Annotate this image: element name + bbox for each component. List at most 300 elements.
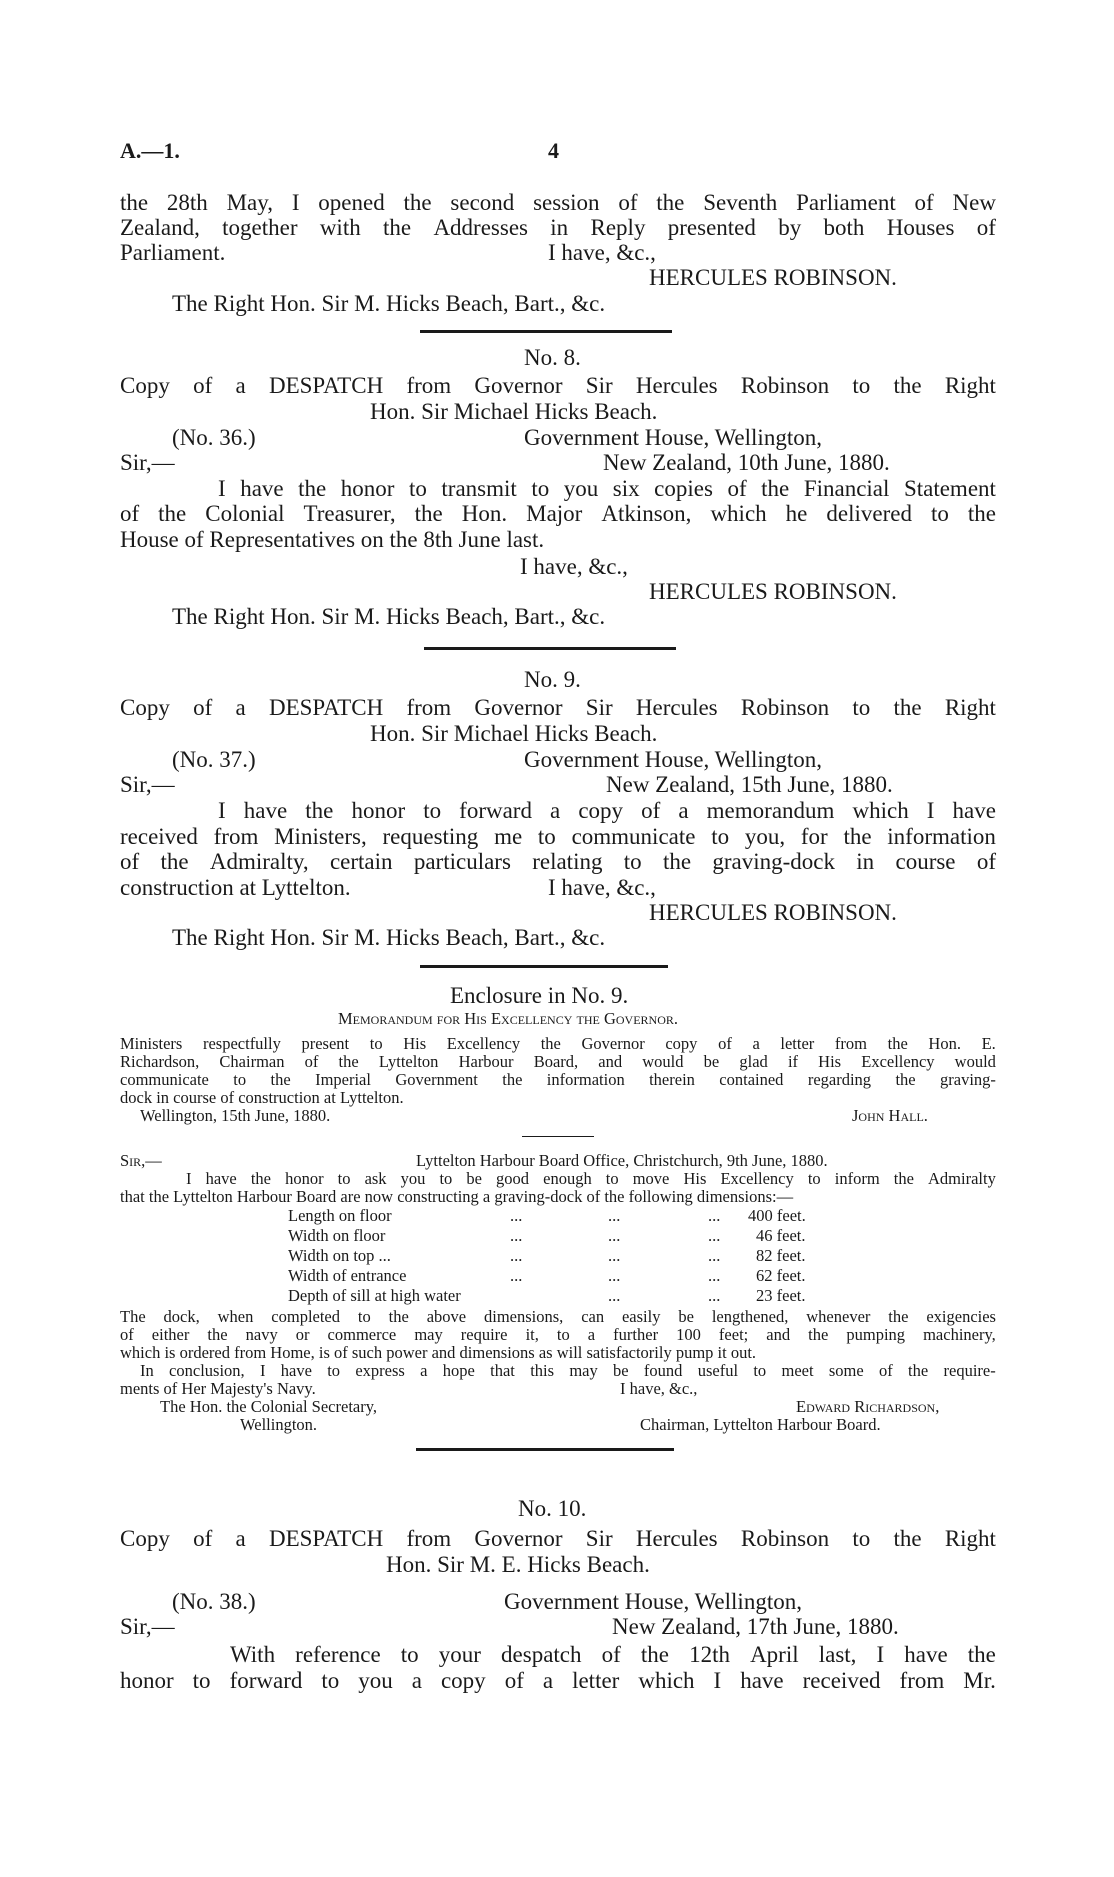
letter-signature: Edward Richardson, xyxy=(796,1397,940,1416)
despatch10-body-2 xyxy=(120,1669,996,1692)
word: the xyxy=(887,1034,908,1053)
word: to xyxy=(409,476,427,501)
despatch8-title-1 xyxy=(120,374,996,397)
despatch9-body-2 xyxy=(120,825,996,848)
word: machinery, xyxy=(923,1325,996,1344)
word: despatch xyxy=(501,1642,582,1667)
word: dock, xyxy=(163,1307,200,1326)
letter-intro-1 xyxy=(186,1171,996,1188)
word: delivered xyxy=(826,501,912,526)
word: received xyxy=(802,1668,881,1693)
dimension-dots: ... xyxy=(510,1206,523,1225)
word: communicate xyxy=(571,824,696,849)
word: be xyxy=(466,1169,482,1188)
word: Hercules xyxy=(635,373,718,398)
word: with xyxy=(319,215,361,240)
word: the xyxy=(662,849,692,874)
word: both xyxy=(823,215,865,240)
dimension-dots: ... xyxy=(708,1266,721,1285)
word: of xyxy=(914,190,934,215)
word: session xyxy=(533,190,600,215)
word: to xyxy=(369,1034,383,1053)
intro-line-2 xyxy=(120,216,996,239)
word: you, xyxy=(744,824,786,849)
word: the xyxy=(160,849,189,874)
word: I xyxy=(218,798,226,823)
word: this xyxy=(530,1361,555,1380)
word: from xyxy=(406,373,452,398)
word: honor xyxy=(340,476,395,501)
memo-body-3 xyxy=(120,1072,996,1089)
word: Admiralty, xyxy=(209,849,309,874)
word: the xyxy=(640,1642,669,1667)
word: to xyxy=(337,1169,351,1188)
word: I xyxy=(926,798,935,823)
word: and xyxy=(598,1052,623,1071)
word: Right xyxy=(944,695,996,720)
word: have xyxy=(243,798,288,823)
word: Treasurer, xyxy=(303,501,396,526)
dimension-dots: ... xyxy=(708,1246,721,1265)
word: forward xyxy=(229,1668,303,1693)
word: opened xyxy=(318,190,385,215)
section-divider xyxy=(416,1448,674,1451)
letter-addressee-2: Wellington. xyxy=(240,1415,318,1434)
word: which xyxy=(852,798,909,823)
despatch10-ref: (No. 38.) xyxy=(172,1589,256,1614)
word: a xyxy=(550,798,561,823)
word: have xyxy=(280,1361,312,1380)
word: the xyxy=(843,824,872,849)
word: the xyxy=(761,476,790,501)
dimension-value: 82 feet. xyxy=(756,1246,806,1265)
word: of xyxy=(504,1668,524,1693)
word: feet; xyxy=(718,1325,749,1344)
word: Governor xyxy=(474,373,563,398)
word: relating xyxy=(532,849,603,874)
word: Excellency xyxy=(861,1052,935,1071)
despatch8-salutation: Sir,— xyxy=(120,450,175,475)
word: Government xyxy=(395,1070,478,1089)
word: May, xyxy=(226,190,274,215)
word: I xyxy=(876,1642,885,1667)
word: With xyxy=(230,1642,276,1667)
word: can xyxy=(581,1307,605,1326)
word: to xyxy=(711,824,730,849)
word: commerce xyxy=(327,1325,397,1344)
word: a xyxy=(678,798,689,823)
word: to xyxy=(357,1307,371,1326)
word: hope xyxy=(442,1361,475,1380)
word: the xyxy=(888,1307,909,1326)
dimension-dots: ... xyxy=(708,1226,721,1245)
word: contained xyxy=(719,1070,784,1089)
dimension-value: 62 feet. xyxy=(756,1266,806,1285)
page-number: 4 xyxy=(548,138,559,163)
letter-addressee-1: The Hon. the Colonial Secretary, xyxy=(160,1397,378,1416)
despatch9-signature: HERCULES ROBINSON. xyxy=(649,900,897,925)
word: of xyxy=(601,1642,621,1667)
word: the xyxy=(270,1070,291,1089)
dimension-value: 23 feet. xyxy=(756,1286,806,1305)
despatch9-closing: I have, &c., xyxy=(548,875,656,900)
word: Robinson xyxy=(740,1526,830,1551)
word: six xyxy=(612,476,640,501)
word: I xyxy=(186,1169,192,1188)
word: letter xyxy=(780,1034,815,1053)
word: have xyxy=(952,798,996,823)
word: easily xyxy=(621,1307,661,1326)
word: of xyxy=(618,190,638,215)
memo-body-1 xyxy=(120,1036,996,1053)
word: honor xyxy=(351,798,406,823)
letter-signature-title: Chairman, Lyttelton Harbour Board. xyxy=(640,1415,881,1434)
word: the xyxy=(403,190,432,215)
word: navy xyxy=(245,1325,278,1344)
word: DESPATCH xyxy=(268,695,384,720)
word: a xyxy=(411,1668,422,1693)
letter-body-2 xyxy=(120,1327,996,1344)
despatch9-title-1 xyxy=(120,696,996,719)
word: Excellency xyxy=(720,1169,794,1188)
word: copy xyxy=(578,798,624,823)
word: the xyxy=(893,695,922,720)
memo-place: Wellington, 15th June, 1880. xyxy=(140,1106,331,1125)
despatch8-place: Government House, Wellington, xyxy=(524,425,822,450)
letter-intro-2: that the Lyttelton Harbour Board are now constructing a graving-dock of the following dimensions:— xyxy=(120,1187,794,1206)
word: Governor xyxy=(474,695,563,720)
word: letter xyxy=(572,1668,620,1693)
word: Atkinson, xyxy=(601,501,692,526)
letter-body-last: which is ordered from Home, is of such power and dimensions as will satisfactorily pump it out. xyxy=(120,1343,757,1362)
despatch8-title-2: Hon. Sir Michael Hicks Beach. xyxy=(370,399,658,424)
word: the xyxy=(305,798,334,823)
word: The xyxy=(120,1307,146,1326)
dimension-label: Length on floor xyxy=(288,1206,392,1225)
word: me xyxy=(494,824,523,849)
memo-body-2 xyxy=(120,1054,996,1071)
despatch8-body-2 xyxy=(120,502,996,525)
word: a xyxy=(235,373,246,398)
word: 28th xyxy=(166,190,208,215)
despatch8-closing: I have, &c., xyxy=(520,554,628,579)
document-code: A.—1. xyxy=(120,138,180,163)
intro-signature: HERCULES ROBINSON. xyxy=(649,265,897,290)
word: dimensions, xyxy=(484,1307,564,1326)
word: found xyxy=(643,1361,683,1380)
word: to xyxy=(753,1361,767,1380)
word: have xyxy=(240,476,284,501)
dimension-label: Width on floor xyxy=(288,1226,386,1245)
intro-addressee: The Right Hon. Sir M. Hicks Beach, Bart., &c. xyxy=(172,291,606,316)
word: the xyxy=(158,501,187,526)
word: of xyxy=(120,849,140,874)
word: the xyxy=(120,190,149,215)
word: Mr. xyxy=(963,1668,996,1693)
word: in xyxy=(856,849,875,874)
word: move xyxy=(632,1169,670,1188)
enclosure-title: Enclosure in No. 9. xyxy=(450,983,629,1008)
dimension-value: 400 feet. xyxy=(748,1206,806,1225)
word: last, xyxy=(818,1642,857,1667)
word: a xyxy=(420,1361,428,1380)
word: to xyxy=(327,1361,341,1380)
word: to xyxy=(852,373,871,398)
word: to xyxy=(807,1169,821,1188)
word: graving- xyxy=(940,1070,996,1089)
letter-salutation: Sir,— xyxy=(120,1151,162,1170)
word: the xyxy=(893,1526,922,1551)
word: regarding xyxy=(807,1070,872,1089)
memo-title: Memorandum for His Excellency the Governor. xyxy=(338,1009,679,1028)
word: Governor xyxy=(581,1034,645,1053)
word: have xyxy=(740,1668,784,1693)
word: reference xyxy=(295,1642,381,1667)
despatch8-date: New Zealand, 10th June, 1880. xyxy=(603,450,890,475)
dimension-label: Width on top ... xyxy=(288,1246,391,1265)
despatch10-title-2: Hon. Sir M. E. Hicks Beach. xyxy=(386,1552,650,1577)
word: requesting xyxy=(382,824,479,849)
word: present xyxy=(301,1034,350,1053)
section-divider xyxy=(424,647,676,650)
word: above xyxy=(426,1307,467,1326)
word: you xyxy=(400,1169,426,1188)
word: glad xyxy=(739,1052,768,1071)
word: to xyxy=(400,1642,419,1667)
word: from xyxy=(899,1668,945,1693)
word: of xyxy=(641,798,661,823)
word: honor xyxy=(120,1668,174,1693)
word: that xyxy=(490,1361,515,1380)
word: information xyxy=(546,1070,625,1089)
word: may xyxy=(569,1361,598,1380)
word: His xyxy=(403,1034,427,1053)
word: of xyxy=(120,501,140,526)
word: I xyxy=(259,1361,266,1380)
dimension-dots: ... xyxy=(510,1226,523,1245)
word: together xyxy=(222,215,298,240)
despatch10-body-1 xyxy=(230,1643,996,1666)
word: honor xyxy=(285,1169,324,1188)
word: would xyxy=(954,1052,996,1071)
intro-closing: I have, &c., xyxy=(548,240,656,265)
word: Hon. xyxy=(928,1034,961,1053)
word: the xyxy=(388,1307,409,1326)
word: inform xyxy=(834,1169,880,1188)
dimension-dots: ... xyxy=(608,1226,621,1245)
word: ask xyxy=(364,1169,387,1188)
word: Financial xyxy=(803,476,890,501)
word: would xyxy=(642,1052,684,1071)
word: when xyxy=(217,1307,254,1326)
word: the xyxy=(338,1052,359,1071)
despatch8-body-1 xyxy=(218,477,996,500)
word: you xyxy=(563,476,599,501)
despatch8-number: No. 8. xyxy=(524,345,581,370)
despatch9-addressee: The Right Hon. Sir M. Hicks Beach, Bart., &c. xyxy=(172,925,606,950)
word: it, xyxy=(525,1325,539,1344)
word: he xyxy=(785,501,808,526)
word: Admiralty xyxy=(928,1169,996,1188)
word: Seventh xyxy=(703,190,778,215)
word: have xyxy=(904,1642,948,1667)
word: of xyxy=(879,1361,893,1380)
word: in xyxy=(550,215,569,240)
dimension-dots: ... xyxy=(510,1266,523,1285)
despatch9-ref: (No. 37.) xyxy=(172,747,256,772)
word: of xyxy=(304,1052,319,1071)
word: memorandum xyxy=(706,798,835,823)
despatch10-date: New Zealand, 17th June, 1880. xyxy=(612,1614,899,1639)
word: Copy xyxy=(120,373,170,398)
word: by xyxy=(778,215,802,240)
word: Right xyxy=(944,373,996,398)
word: to xyxy=(321,1668,340,1693)
word: a xyxy=(752,1034,760,1053)
word: for xyxy=(800,824,828,849)
word: Ministers, xyxy=(274,824,367,849)
word: the xyxy=(207,1325,228,1344)
word: Chairman xyxy=(219,1052,285,1071)
word: His xyxy=(818,1052,842,1071)
word: of xyxy=(193,1526,213,1551)
word: Governor xyxy=(474,1526,563,1551)
word: received xyxy=(120,824,198,849)
word: presented xyxy=(667,215,756,240)
word: the xyxy=(893,373,922,398)
word: to xyxy=(605,1169,619,1188)
word: Houses xyxy=(886,215,955,240)
word: Zealand, xyxy=(120,215,200,240)
word: which xyxy=(710,501,767,526)
word: forward xyxy=(459,798,532,823)
letter-conclusion-2: ments of Her Majesty's Navy. xyxy=(120,1379,316,1398)
word: DESPATCH xyxy=(268,1526,384,1551)
word: the xyxy=(967,501,996,526)
despatch9-body-3 xyxy=(120,850,996,873)
word: Board, xyxy=(533,1052,579,1071)
word: Robinson xyxy=(740,695,830,720)
word: Statement xyxy=(903,476,996,501)
word: to xyxy=(930,501,949,526)
word: Addresses xyxy=(433,215,528,240)
word: Robinson xyxy=(740,373,830,398)
word: to xyxy=(192,1668,211,1693)
word: be xyxy=(678,1307,694,1326)
letter-heading: Lyttelton Harbour Board Office, Christchurch, 9th June, 1880. xyxy=(416,1151,828,1170)
word: and xyxy=(766,1325,791,1344)
word: therein xyxy=(649,1070,695,1089)
word: if xyxy=(787,1052,799,1071)
letter-body-1 xyxy=(120,1309,996,1326)
word: pumping xyxy=(846,1325,906,1344)
despatch9-last-line: construction at Lyttelton. xyxy=(120,875,351,900)
word: from xyxy=(834,1034,867,1053)
word: information xyxy=(887,824,996,849)
word: the xyxy=(250,1169,271,1188)
word: Excellency xyxy=(446,1034,521,1053)
word: from xyxy=(213,824,259,849)
word: the xyxy=(967,1642,996,1667)
letter-conclusion-1 xyxy=(140,1363,996,1380)
word: some xyxy=(828,1361,864,1380)
dimension-value: 46 feet. xyxy=(756,1226,806,1245)
word: of xyxy=(120,1325,134,1344)
word: whenever xyxy=(806,1307,871,1326)
word: I xyxy=(291,190,300,215)
word: Sir xyxy=(585,695,613,720)
despatch9-body-1 xyxy=(218,799,996,822)
word: conclusion, xyxy=(169,1361,245,1380)
word: further xyxy=(613,1325,659,1344)
word: require- xyxy=(943,1361,996,1380)
word: Copy xyxy=(120,695,170,720)
word: from xyxy=(406,1526,452,1551)
dimension-dots: ... xyxy=(708,1286,721,1305)
dimension-dots: ... xyxy=(510,1246,523,1265)
word: express xyxy=(355,1361,405,1380)
word: New xyxy=(952,190,996,215)
word: of xyxy=(727,476,747,501)
word: enough xyxy=(543,1169,592,1188)
word: the xyxy=(414,501,443,526)
despatch9-place: Government House, Wellington, xyxy=(524,747,822,772)
word: course xyxy=(895,849,956,874)
word: good xyxy=(496,1169,530,1188)
word: Harbour xyxy=(458,1052,514,1071)
word: have xyxy=(205,1169,237,1188)
memo-body-last: dock in course of construction at Lyttelton. xyxy=(120,1088,404,1107)
word: your xyxy=(438,1642,481,1667)
word: Sir xyxy=(585,373,613,398)
word: In xyxy=(140,1361,154,1380)
word: of xyxy=(193,373,213,398)
word: the xyxy=(383,215,412,240)
word: Sir xyxy=(585,1526,613,1551)
word: to xyxy=(531,476,550,501)
word: Parliament xyxy=(796,190,896,215)
section-divider xyxy=(420,330,672,333)
word: you xyxy=(358,1668,393,1693)
word: may xyxy=(414,1325,443,1344)
memo-signature: John Hall. xyxy=(852,1106,928,1125)
word: Colonial xyxy=(205,501,285,526)
despatch9-title-2: Hon. Sir Michael Hicks Beach. xyxy=(370,721,658,746)
word: Richardson, xyxy=(120,1052,200,1071)
word: which xyxy=(638,1668,695,1693)
word: completed xyxy=(271,1307,341,1326)
dimension-label: Depth of sill at high water xyxy=(288,1286,461,1305)
word: of xyxy=(718,1034,732,1053)
word: to xyxy=(852,695,871,720)
word: the xyxy=(893,1169,914,1188)
word: to xyxy=(233,1070,247,1089)
word: copy xyxy=(665,1034,698,1053)
despatch10-number: No. 10. xyxy=(518,1496,587,1521)
word: meet xyxy=(781,1361,814,1380)
intro-line-1 xyxy=(120,191,996,214)
word: the xyxy=(656,190,685,215)
word: be xyxy=(703,1052,720,1071)
word: copies xyxy=(654,476,713,501)
word: DESPATCH xyxy=(268,373,384,398)
word: E. xyxy=(981,1034,996,1053)
word: exigencies xyxy=(926,1307,996,1326)
word: Lyttelton xyxy=(378,1052,439,1071)
despatch8-addressee: The Right Hon. Sir M. Hicks Beach, Bart., &c. xyxy=(172,604,606,629)
word: from xyxy=(406,695,452,720)
word: Reply xyxy=(590,215,646,240)
